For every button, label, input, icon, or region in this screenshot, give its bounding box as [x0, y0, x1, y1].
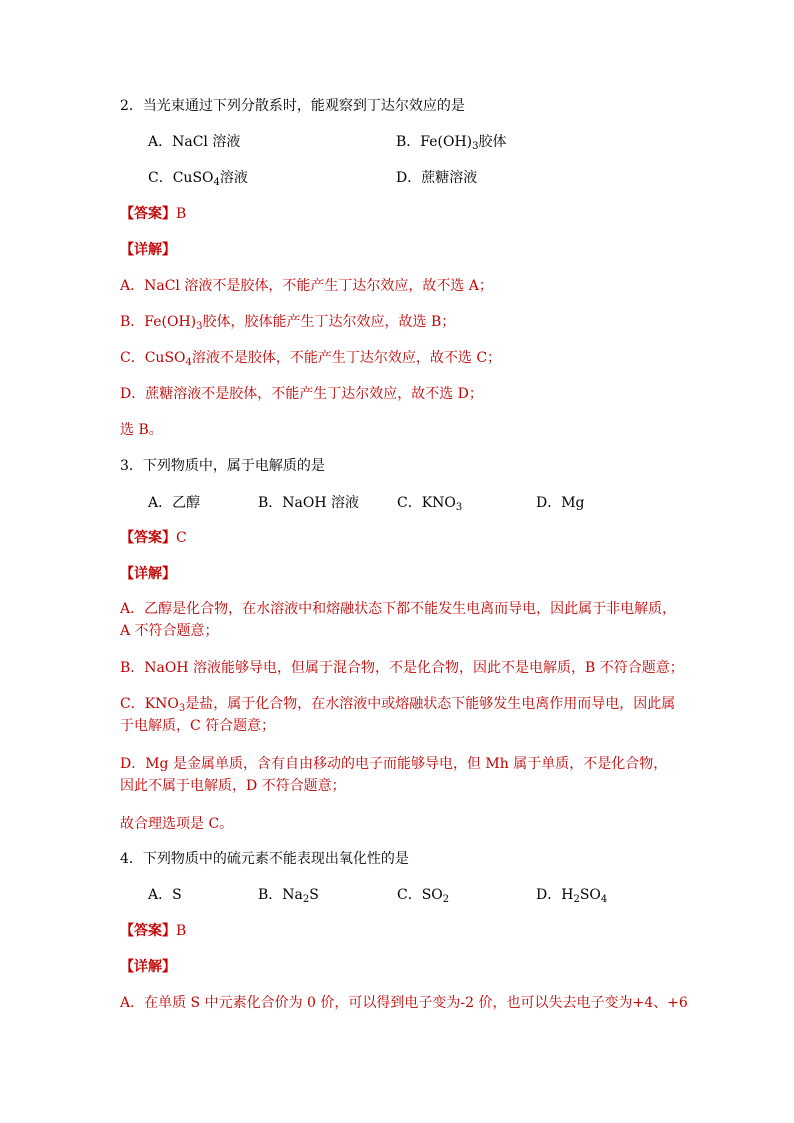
- q2-conclusion: 选 B。: [120, 422, 163, 438]
- q2-detail-b-sub: 3: [196, 321, 203, 332]
- q4-answer: [120, 921, 186, 941]
- q4-option-c: [397, 885, 449, 905]
- q4-option-b: [258, 885, 319, 905]
- q4-option-d: [536, 885, 607, 905]
- q2-option-b-tail: 胶体: [478, 134, 507, 150]
- q2-detail-a: A．NaCl 溶液不是胶体，不能产生丁达尔效应，故不选 A；: [120, 278, 493, 294]
- q2-answer: [120, 204, 186, 224]
- q2-option-c-sub: 4: [213, 177, 220, 188]
- q4-option-c-text: C．SO: [397, 887, 443, 903]
- q3-answer: [120, 528, 187, 548]
- q2-answer-value: B: [176, 206, 187, 222]
- q4-option-d-mid: SO: [579, 887, 601, 903]
- q3-detail-label: 【详解】: [120, 566, 176, 582]
- q2-detail-b-tail: 胶体，胶体能产生丁达尔效应，故选 B；: [202, 314, 456, 330]
- q2-detail-c-sub: 4: [185, 357, 192, 368]
- q4-option-b-tail: S: [309, 887, 319, 903]
- q4-option-d-text: D．H: [536, 887, 574, 903]
- q4-stem: 4．下列物质中的硫元素不能表现出氧化性的是: [120, 851, 409, 867]
- q4-option-c-sub: 2: [442, 894, 450, 905]
- q3-answer-value: C: [176, 530, 187, 546]
- q2-detail-d: D．蔗糖溶液不是胶体，不能产生丁达尔效应，故不选 D；: [120, 386, 483, 402]
- q3-detail-c-text: C．KNO: [120, 696, 179, 712]
- q2-option-d: D．蔗糖溶液: [396, 170, 478, 186]
- q4-option-a: A．S: [148, 887, 182, 903]
- q2-detail-b: [120, 312, 455, 332]
- q3-option-b: B．NaOH 溶液: [258, 495, 360, 511]
- q2-option-b-sub: 3: [472, 141, 479, 152]
- q3-detail-a: A．乙醇是化合物，在水溶液中和熔融状态下都不能发生电离而导电，因此属于非电解质，A 不符合题意；: [120, 601, 677, 639]
- q2-detail-label: 【详解】: [120, 242, 176, 258]
- q2-option-b-text: B．Fe(OH): [396, 134, 473, 150]
- q4-answer-label: 【答案】: [120, 923, 176, 939]
- q2-option-c: [148, 168, 248, 188]
- q3-option-c: [397, 493, 462, 513]
- q2-option-c-text: C．CuSO: [148, 170, 214, 186]
- q4-detail-a: A．在单质 S 中元素化合价为 0 价，可以得到电子变为-2 价，也可以失去电子变为+4、+6: [120, 995, 688, 1011]
- q4-option-b-text: B．Na: [258, 887, 303, 903]
- q3-detail-c-tail: 是盐，属于化合物，在水溶液中或熔融状态下能够发生电离作用而导电，因此属于电解质，C 符合题意；: [120, 696, 676, 734]
- q3-detail-c-sub: 3: [178, 703, 186, 714]
- q3-option-c-sub: 3: [455, 502, 463, 513]
- q4-option-d-sub2: 4: [600, 894, 608, 905]
- q3-detail-b: B．NaOH 溶液能够导电，但属于混合物，不是化合物，因此不是电解质，B 不符合题意；: [120, 660, 684, 676]
- q3-detail-c: [120, 693, 680, 737]
- q4-option-d-sub1: 2: [573, 894, 580, 905]
- q4-answer-value: B: [176, 923, 187, 939]
- q2-detail-c: [120, 348, 501, 368]
- q4-option-b-sub: 2: [302, 894, 310, 905]
- q2-detail-c-tail: 溶液不是胶体，不能产生丁达尔效应，故不选 C；: [191, 350, 502, 366]
- q3-option-d: D．Mg: [536, 495, 585, 511]
- q2-detail-c-text: C．CuSO: [120, 350, 186, 366]
- q2-answer-label: 【答案】: [120, 206, 176, 222]
- q2-option-a: A．NaCl 溶液: [148, 134, 241, 150]
- q2-detail-b-text: B．Fe(OH): [120, 314, 197, 330]
- q3-option-c-text: C．KNO: [397, 495, 456, 511]
- q2-option-c-tail: 溶液: [219, 170, 248, 186]
- q2-option-b: [396, 132, 507, 152]
- q3-answer-label: 【答案】: [120, 530, 176, 546]
- q4-detail-label: 【详解】: [120, 959, 176, 975]
- q2-stem: 2．当光束通过下列分散系时，能观察到丁达尔效应的是: [120, 98, 465, 114]
- q3-conclusion: 故合理选项是 C。: [120, 816, 234, 832]
- q3-detail-d: D．Mg 是金属单质，含有自由移动的电子而能够导电，但 Mh 属于单质，不是化合物，因此不属于电解质，D 不符合题意；: [120, 756, 668, 794]
- q3-stem: 3．下列物质中，属于电解质的是: [120, 458, 325, 474]
- q3-option-a: A．乙醇: [148, 495, 201, 511]
